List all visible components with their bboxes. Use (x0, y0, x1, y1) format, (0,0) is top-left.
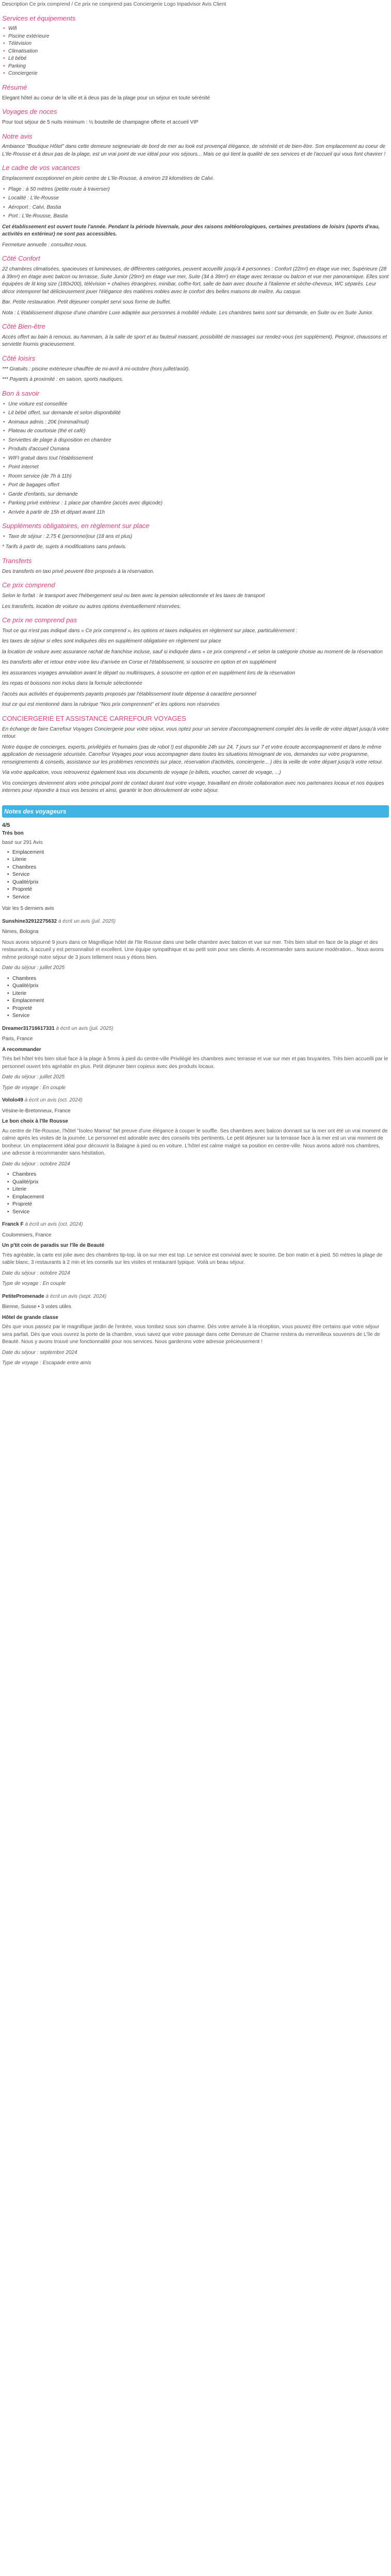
list-item: • Conciergerie (2, 70, 389, 78)
list-item: • Qualité/prix (2, 879, 389, 887)
review (2, 1097, 389, 1216)
cote-loisirs-text-2: *** Payants à proximité : en saison, sports nautiques. (2, 377, 124, 383)
review (2, 918, 389, 1020)
list-item: • Arrivée à partir de 15h et départ avant 11h (2, 509, 389, 517)
list-item: • Propreté (2, 1201, 389, 1209)
list-item: • Parking (2, 63, 389, 71)
list-item: • Port : L'Ile-Rousse, Bastia (2, 213, 389, 221)
rating-summary (2, 822, 389, 913)
review-location: Vésine-le-Bretonneux, France (2, 1108, 71, 1114)
list-item: • Service (2, 1209, 389, 1216)
cote-confort-title: Côté Confort (2, 255, 40, 263)
review (2, 1293, 389, 1367)
review-location: Paris, France (2, 1036, 33, 1042)
review-criteria (2, 1171, 389, 1216)
list-item: • Lit bébé (2, 55, 389, 63)
criteria-list (2, 849, 389, 902)
review-title: Hôtel de grande classe (2, 1314, 58, 1320)
cadre-title: Le cadre de vos vacances (2, 164, 80, 172)
review-meta: à écrit un avis (juil. 2025) (56, 1025, 113, 1031)
review-type: Type de voyage : En couple (2, 1084, 66, 1091)
conciergerie-title: CONCIERGERIE ET ASSISTANCE CARREFOUR VOYAGES (2, 714, 186, 722)
see-all-reviews-link[interactable]: Voir les 5 derniers avis (2, 906, 54, 912)
list-item: • Qualité/prix (2, 982, 389, 990)
review-author[interactable]: Dreamer31716617331 (2, 1025, 55, 1031)
cadre-intro: Emplacement exceptionnel en plein centre de L'Ile-Rousse, à environ 23 kilomètres de Calvi. (2, 176, 215, 182)
list-item: • Taxe de séjour : 2,75 € (personne/jour (18 ans et plus) (2, 533, 389, 541)
transferts-text: Des transferts en taxi privé peuvent être proposés à la réservation. (2, 568, 155, 574)
ne-comprend-pas-p4: les transferts aller et retour entre votre lieu d'arrivée en Corse et l'établissement, si souscrire en option et en supplément (2, 659, 276, 666)
supplements-title: Suppléments obligatoires, en règlement sur place (2, 522, 150, 530)
review-body: Très agréable, la carte est jolie avec des chambres tip-top, là on sur mer est top. Le service est convivial avec le sourire. De bon matin et à pied. 50 mètres la plage de sable blanc, 3 restaurants à 2 min et les conseils sur les visites et restaurant typique. Voilà un beau séjour. (2, 1252, 383, 1266)
cote-bien-etre-text: Accès offert au bain à remous, au hammam, à la salle de sport et au fauteuil massant, possibilité de massages sur rendez-vous (en supplément). Peignoir, chaussons et serviette fournis gracieusement. (2, 334, 387, 348)
review-author[interactable]: Franck F (2, 1222, 24, 1228)
review-title: A recommander (2, 1046, 41, 1053)
ne-comprend-pas-p3: la location de voiture avec assurance rachat de franchise incluse, sauf si indiquée dans « ce prix comprend » et selon la catégorie choisie au moment de la réservation (2, 649, 383, 655)
services-title: Services et équipements (2, 14, 76, 22)
review-body: Très bel hôtel très bien situé face à la plage à 5mns à pied du centre-ville Privilégié les chambres avec terrasse et vue sur mer et pas bruyantes. Très bien accueilli par le personnel ouvert très agréable en plus. Petit déjeuner bien copieux avec des produits locaux. (2, 1056, 388, 1070)
list-item: • Localité : L'Ile-Rousse (2, 195, 389, 202)
list-item: • Chambres (2, 975, 389, 983)
cote-bien-etre-title: Côté Bien-être (2, 323, 45, 331)
voyages-noces-text: Pour tout séjour de 5 nuits minimum : ½ bouteille de champagne offerte et accueil VIP (2, 120, 199, 126)
cote-confort-note: Bar. Petite restauration. Petit déjeuner complet servi sous forme de buffet. (2, 299, 171, 306)
ne-comprend-pas-p2: les taxes de séjour si elles sont indiquées dès en supplément obligatoire en règlement sur place (2, 638, 221, 645)
review-author[interactable]: PetitePromenade (2, 1293, 44, 1299)
ne-comprend-pas-p7: l'accès aux activités et équipements payants proposés par l'établissement toute dépense à caractère personnel (2, 691, 256, 697)
supplements-list (2, 533, 389, 541)
list-item: • Plage : à 50 mètres (petite route à traverser) (2, 186, 389, 194)
review-author-line (2, 1221, 389, 1229)
review-type: Type de voyage : Escapade entre amis (2, 1360, 91, 1366)
review-location: Nimes, Bologna (2, 929, 39, 935)
voyages-noces-title: Voyages de noces (2, 108, 57, 116)
ne-comprend-pas-p6: les repas et boissons non inclus dans la formule sélectionnée (2, 681, 142, 687)
list-item: • Parking privé extérieur : 1 place par chambre (accès avec digicode) (2, 500, 389, 507)
list-item: • Garde d'enfants, sur demande (2, 491, 389, 499)
list-item: • Service (2, 1012, 389, 1020)
list-item: • Service (2, 871, 389, 879)
review-author-line (2, 1097, 389, 1105)
review-location: Coulommiers, France (2, 1232, 52, 1238)
cadre-note-2: Fermeture annuelle : consultez-nous. (2, 242, 88, 248)
list-item: • Literie (2, 1186, 389, 1194)
review-type: Type de voyage : En couple (2, 1281, 66, 1287)
cadre-note: Cet établissement est ouvert toute l'année. Pendant la période hivernale, pour des raisons météorologiques, certaines prestations de loisirs (sports d'eau, activités en extérieur) ne sont pas accessibles. (2, 224, 380, 238)
list-item: • Plateau de courtoisie (thé et café) (2, 428, 389, 435)
review-date: Date du séjour : septembre 2024 (2, 1349, 77, 1355)
review (2, 1025, 389, 1092)
list-item: • Wifi (2, 25, 389, 33)
ne-comprend-pas-title: Ce prix ne comprend pas (2, 616, 77, 624)
comprend-text: Selon le forfait : le transport avec l'hébergement seul ou bien avec la pension sélectionnée et les taxes de transport (2, 593, 265, 599)
list-item: • Literie (2, 856, 389, 864)
list-item: • Climatisation (2, 48, 389, 56)
list-item: • Chambres (2, 864, 389, 872)
list-item: • Service (2, 894, 389, 902)
list-item: • Produits d'accueil Osmana (2, 446, 389, 453)
cote-confort-note-2: Nota : L'établissement dispose d'une chambre Luxe adaptée aux personnes à mobilité réduite. Les chambres twins sont sur demande, en Suite ou en Suite Junior. (2, 310, 373, 316)
list-item: • Port de bagages offert (2, 482, 389, 489)
list-item: • Animaux admis : 20€ (minimal/nuit) (2, 419, 389, 427)
comprend-title: Ce prix comprend (2, 581, 55, 589)
review-meta: à écrit un avis (oct. 2024) (25, 1222, 83, 1228)
cadre-list (2, 186, 389, 221)
list-item: • Literie (2, 990, 389, 998)
review-author[interactable]: Sunshine32912275632 (2, 918, 57, 924)
review-date: Date du séjour : juillet 2025 (2, 1074, 65, 1080)
review-title: Le bon choix à l'Ile Rousse (2, 1118, 68, 1125)
list-item: • Room service (de 7h à 11h) (2, 473, 389, 481)
notre-avis-text: Ambiance "Boutique Hôtel" dans cette demeure seigneuriale de bord de mer au look est provençal élégance, de sérénité et de bien-être. Son emplacement au coeur de L'Ile-Rousse et à deux pas de la plage, est un vrai point de vue idéal pour vos séjours... Mais ce qui tient la qualité de ses services et de l'accueil qui vous font chavirer ! (2, 144, 386, 157)
notes-bar (2, 805, 389, 818)
comprend-text-2: Les transferts, location de voiture ou autres options éventuellement réservées. (2, 603, 181, 609)
list-item: • Une voiture est conseillée (2, 401, 389, 409)
list-item: • Chambres (2, 1171, 389, 1179)
ne-comprend-pas-p8: tout ce qui est mentionné dans la rubrique "Nos prix comprennent" et les options non réservées (2, 702, 220, 708)
conciergerie-p2: Notre équipe de concierges, experts, privilégiés et humains (pas de robot !) est disponible 24h sur 24, 7 jours sur 7 et votre écoute accompagnement et dans le même application de messagerie sécurisée. Carrefour Voyages pour vous accompagner dans toutes les situations témoignant de vos, demandes sur votre programme, renseignements & conseils, assistance sur les problèmes rencontrés sur place, réservation d'activités, conciergerie... ) dès la veille de votre départ jusqu'à votre retour. (2, 744, 383, 765)
review-location: Bienne, Suisse • 3 votes utiles (2, 1304, 72, 1310)
review-date: Date du séjour : octobre 2024 (2, 1270, 70, 1276)
review-author-line (2, 1025, 389, 1033)
rating-count: basé sur 291 Avis (2, 840, 43, 846)
list-item: • Qualité/prix (2, 1179, 389, 1187)
conciergerie-p3: Via votre application, vous retrouverez également tous vos documents de voyage (e-billets, voucher, carnet de voyage, ...) (2, 770, 281, 776)
review-meta: à écrit un avis (oct. 2024) (24, 1097, 83, 1104)
list-item: • Propreté (2, 886, 389, 894)
bon-savoir-title: Bon à savoir (2, 389, 40, 397)
cote-loisirs-title: Côté loisirs (2, 354, 36, 362)
review-body: Au centre de l'Ile-Rousse, l'hôtel "Isoleo Marina" fait preuve d'une élégance à couper le souffle. Ses chambres avec balcon donnant sur la mer ont été un vrai moment de calme après les visites de la journée. Le personnel est adorable avec des conseils très pertinents. Le petit déjeuner sur la terrasse face à la mer est un vrai moment de bonheur. Un emplacement idéal pour découvrir la Balagne à pied ou en voiture. L'hôtel est calme malgré sa position en centre-ville. Nous avons adoré nos chambres, une adresse à recommander sans hésitation. (2, 1128, 388, 1157)
rating-score: 4/5 (2, 822, 10, 828)
list-item: • WIFI gratuit dans tout l'établissement (2, 455, 389, 463)
cote-loisirs-text: *** Gratuits : piscine extérieure chauffée de mi-avril à mi-octobre (hors juillet/août). (2, 366, 190, 372)
cote-confort-text: 22 chambres climatisées, spacieuses et lumineuses, de différentes catégories, peuvent accueillir jusqu'à 4 personnes : Confort (22m²) en étage vue mer, Supérieure (28 à 39m²) en étage avec balcon ou terrasse, Suite Junior (29m²) en étage vue mer, Suite (34 à 39m²) en étage avec terrasse ou balcon et vue mer panoramique. Elles sont équipées de lit king size (180x200), télévision + chaînes étrangères, minibar, coffre-fort, salle de bain avec douche à l'italienne et sèche-cheveux, WC séparés. Leur décor intemporel fait délicieusement jouer l'élégance des matières nobles avec le confort des belles maisons de maître. Au casque. (2, 266, 389, 295)
supplements-note: * Tarifs à partir de, sujets à modifications sans préavis. (2, 544, 127, 550)
list-item: • Serviettes de plage à disposition en chambre (2, 437, 389, 445)
list-item: • Lit bébé offert, sur demande et selon disponibilité (2, 410, 389, 417)
review-author-line (2, 1293, 389, 1301)
list-item: • Emplacement (2, 997, 389, 1005)
review-meta: à écrit un avis (juil. 2025) (58, 918, 116, 924)
ne-comprend-pas-p5: les assurances voyages annulation avant le départ ou multirisques, à souscrire en option et en supplément lors de la réservation (2, 670, 296, 676)
review-author[interactable]: Vololo49 (2, 1097, 23, 1104)
review-meta: à écrit un avis (sept. 2024) (45, 1293, 107, 1299)
list-item: • Point internet (2, 464, 389, 471)
notre-avis-title: Notre avis (2, 132, 32, 140)
resume-title: Résumé (2, 83, 27, 91)
transferts-title: Transferts (2, 556, 32, 565)
list-item: • Emplacement (2, 1194, 389, 1201)
review-author-line (2, 918, 389, 926)
conciergerie-p4: Vos concierges deviennent alors votre principal point de contact durant tout votre voyage, travaillant en étroite collaboration avec nos partenaires locaux et nos équipes internes pour répondre à tous vos besoins et ainsi, garantir le bon déroulement de votre séjour. (2, 780, 384, 794)
list-item: • Télévision (2, 40, 389, 48)
review-title: Un p'tit coin de paradis sur l'île de Beauté (2, 1243, 105, 1249)
notes-bar-title: Notes des voyageurs (4, 807, 67, 815)
intro-breadcrumb: Description Ce prix comprend / Ce prix ne comprend pas Conciergerie Logo tripadvisor Avis Client (2, 2, 226, 7)
list-item: • Emplacement (2, 849, 389, 857)
review (2, 1221, 389, 1288)
review-body: Nous avons séjourné 9 jours dans ce Magnifique hôtel de l'Ile Rousse dans une belle chambre avec balcon et vue sur mer. Très bien situé en face de la plage et des restaurants, à accueil y est personnalisé et excellent. Une équipe sympathique et au petit soin pour ses clients. A recommander sans aucune modération... Nous avons même prolongé notre séjour de 3 jours tellement nous y étions bien. (2, 939, 384, 960)
list-item: • Piscine extérieure (2, 33, 389, 41)
review-date: Date du séjour : octobre 2024 (2, 1161, 70, 1167)
conciergerie-p1: En échange de faire Carrefour Voyages Conciergerie pour votre séjour, vous optez pour un service d'accompagnement complet dès la veille de votre départ jusqu'à votre retour. (2, 726, 389, 740)
rating-word: Très bon (2, 830, 24, 836)
list-item: • Aéroport : Calvi, Bastia (2, 204, 389, 212)
review-date: Date du séjour : juillet 2025 (2, 965, 65, 971)
services-list (2, 25, 389, 78)
ne-comprend-pas-p1: Tout ce qui n'est pas indiqué dans « Ce prix comprend », les options et taxes indiquées en règlement sur place, particulièrement : (2, 628, 298, 634)
review-body: Dès que vous passez par le magnifique jardin de l'entrée, vous tombez sous son charme. Dès votre arrivée à la réception, vous pouvez être certains que votre séjour sera parfait. Dès que vous ouvrez la porte de la chambre, vous savez que votre passage dans cette Demeure de Charme restera du merveilleux souvenirs de L'île de Beauté. Nous y avons trouvé une fonctionnalité pour nos services. Nous garderons votre adresse précieusement ! (2, 1324, 380, 1345)
resume-text: Elegant hôtel au coeur de la ville et à deux pas de la plage pour un séjour en toute sérénité (2, 95, 210, 101)
list-item: • Propreté (2, 1005, 389, 1013)
bon-savoir-list (2, 401, 389, 517)
review-criteria (2, 975, 389, 1020)
